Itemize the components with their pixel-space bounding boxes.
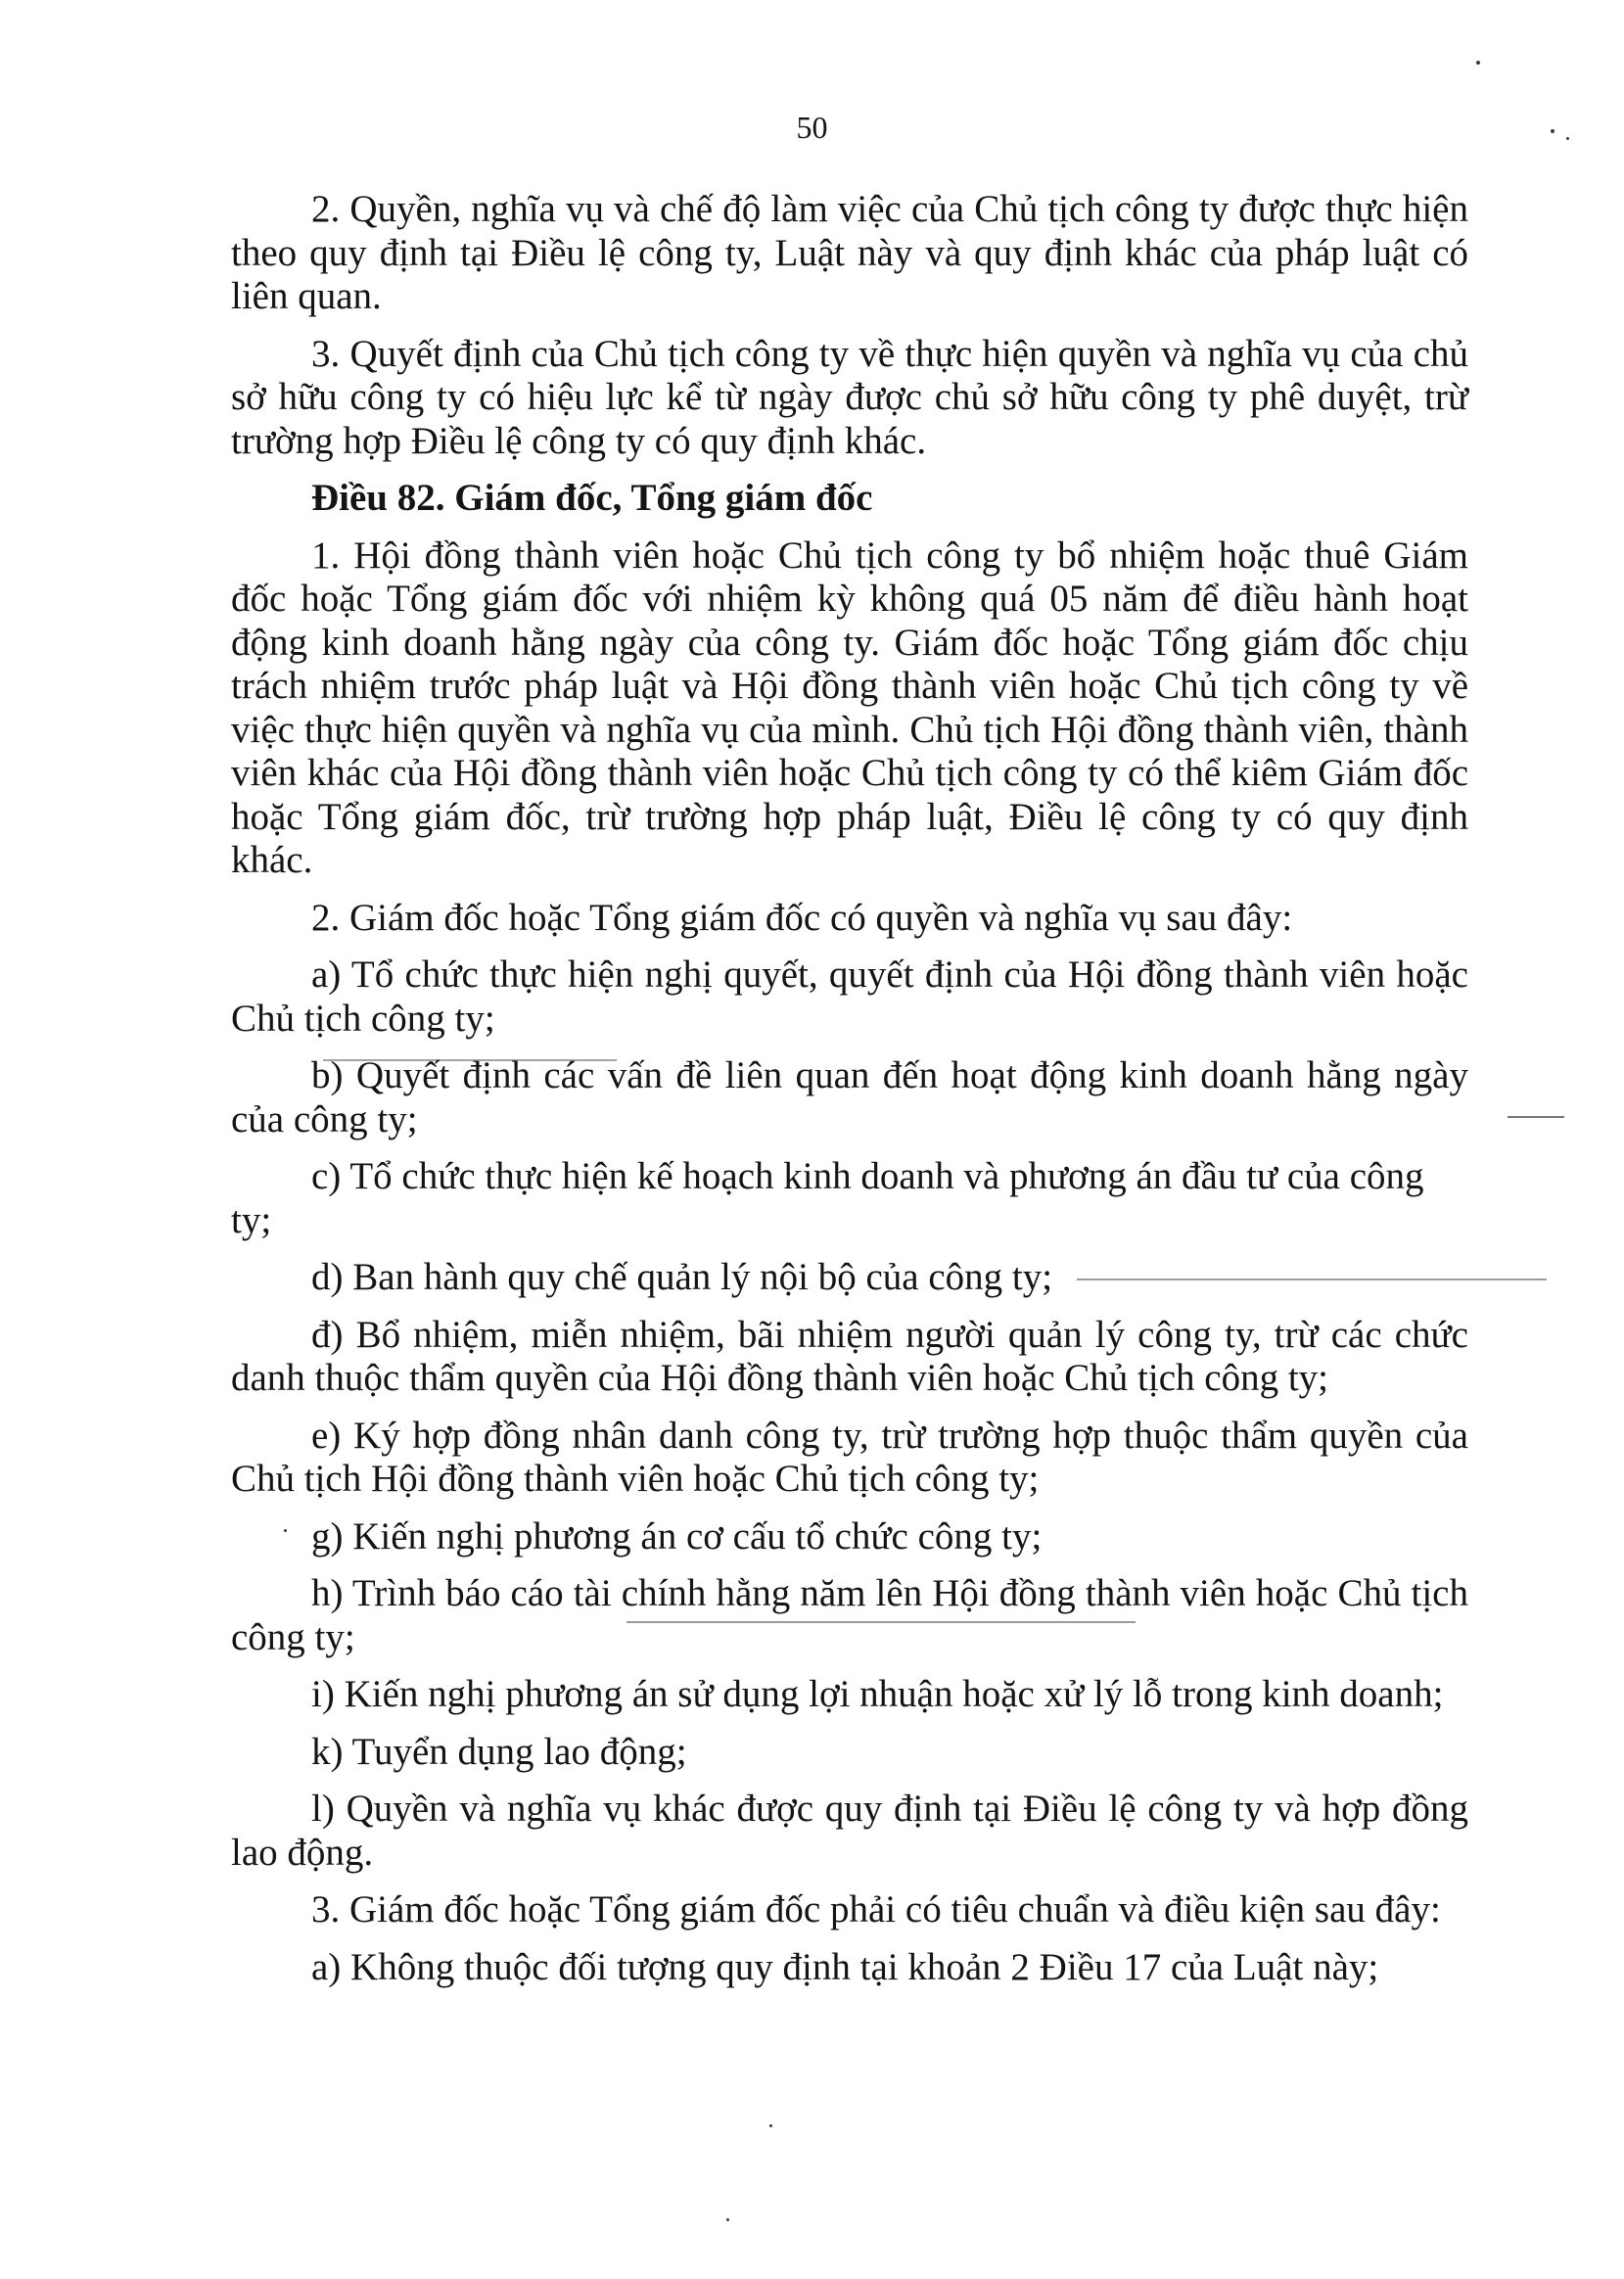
paragraph-article-82-clause-1: 1. Hội đồng thành viên hoặc Chủ tịch công ty bổ nhiệm hoặc thuê Giám đốc hoặc Tổng giám đốc với nhiệm kỳ không quá 05 năm để điều hành hoạt động kinh doanh hằng ngày của công ty. Giám đốc hoặc Tổng giám đốc chịu trách nhiệm trước pháp luật và Hội đồng thành viên hoặc Chủ tịch công ty về việc thực hiện quyền và nghĩa vụ của mình. Chủ tịch Hội đồng thành viên, thành viên khác của Hội đồng thành viên hoặc Chủ tịch công ty có thể kiêm Giám đốc hoặc Tổng giám đốc, trừ trường hợp pháp luật, Điều lệ công ty có quy định khác. <box>231 534 1468 881</box>
list-item-dd: đ) Bổ nhiệm, miễn nhiệm, bãi nhiệm người quản lý công ty, trừ các chức danh thuộc thẩm quyền của Hội đồng thành viên hoặc Chủ tịch công ty; <box>231 1313 1468 1399</box>
article-heading: Điều 82. Giám đốc, Tổng giám đốc <box>311 477 873 519</box>
scan-speck <box>1476 61 1480 65</box>
list-item-l: l) Quyền và nghĩa vụ khác được quy định tại Điều lệ công ty và hợp đồng lao động. <box>231 1788 1468 1874</box>
paragraph-clause-2: 2. Quyền, nghĩa vụ và chế độ làm việc của Chủ tịch công ty được thực hiện theo quy định tại Điều lệ công ty, Luật này và quy định khác của pháp luật có liên quan. <box>231 188 1468 317</box>
paragraph-article-82-clause-2: 2. Giám đốc hoặc Tổng giám đốc có quyền và nghĩa vụ sau đây: <box>311 896 1293 939</box>
list-item-a-clause-3: a) Không thuộc đối tượng quy định tại khoản 2 Điều 17 của Luật này; <box>311 1945 1379 1988</box>
list-item-d: d) Ban hành quy chế quản lý nội bộ của công ty; <box>311 1256 1053 1298</box>
paragraph-clause-3: 3. Quyết định của Chủ tịch công ty về thực hiện quyền và nghĩa vụ của chủ sở hữu công ty có hiệu lực kể từ ngày được chủ sở hữu công ty phê duyệt, trừ trường hợp Điều lệ công ty có quy định khác. <box>231 332 1468 462</box>
list-item-i: i) Kiến nghị phương án sử dụng lợi nhuận hoặc xử lý lỗ trong kinh doanh; <box>311 1673 1444 1715</box>
page-number: 50 <box>796 110 828 145</box>
document-body <box>231 188 1468 2003</box>
list-item-g: g) Kiến nghị phương án cơ cấu tổ chức công ty; <box>311 1514 1043 1558</box>
list-item-k: k) Tuyển dụng lao động; <box>311 1730 687 1773</box>
list-item-c: c) Tổ chức thực hiện kế hoạch kinh doanh và phương án đầu tư của công ty; <box>231 1155 1424 1241</box>
list-item-b: b) Quyết định các vấn đề liên quan đến hoạt động kinh doanh hằng ngày của công ty; <box>231 1054 1468 1140</box>
paragraph-article-82-clause-3: 3. Giám đốc hoặc Tổng giám đốc phải có tiêu chuẩn và điều kiện sau đây: <box>311 1888 1441 1930</box>
list-item-h: h) Trình báo cáo tài chính hằng năm lên Hội đồng thành viên hoặc Chủ tịch công ty; <box>231 1572 1468 1658</box>
scan-speck <box>769 2124 772 2127</box>
scan-streak <box>1508 1116 1564 1118</box>
scan-speck <box>726 2218 729 2221</box>
list-item-e: e) Ký hợp đồng nhân danh công ty, trừ trường hợp thuộc thẩm quyền của Chủ tịch Hội đồng thành viên hoặc Chủ tịch công ty; <box>231 1414 1468 1500</box>
list-item-a: a) Tổ chức thực hiện nghị quyết, quyết định của Hội đồng thành viên hoặc Chủ tịch công ty; <box>231 953 1468 1040</box>
